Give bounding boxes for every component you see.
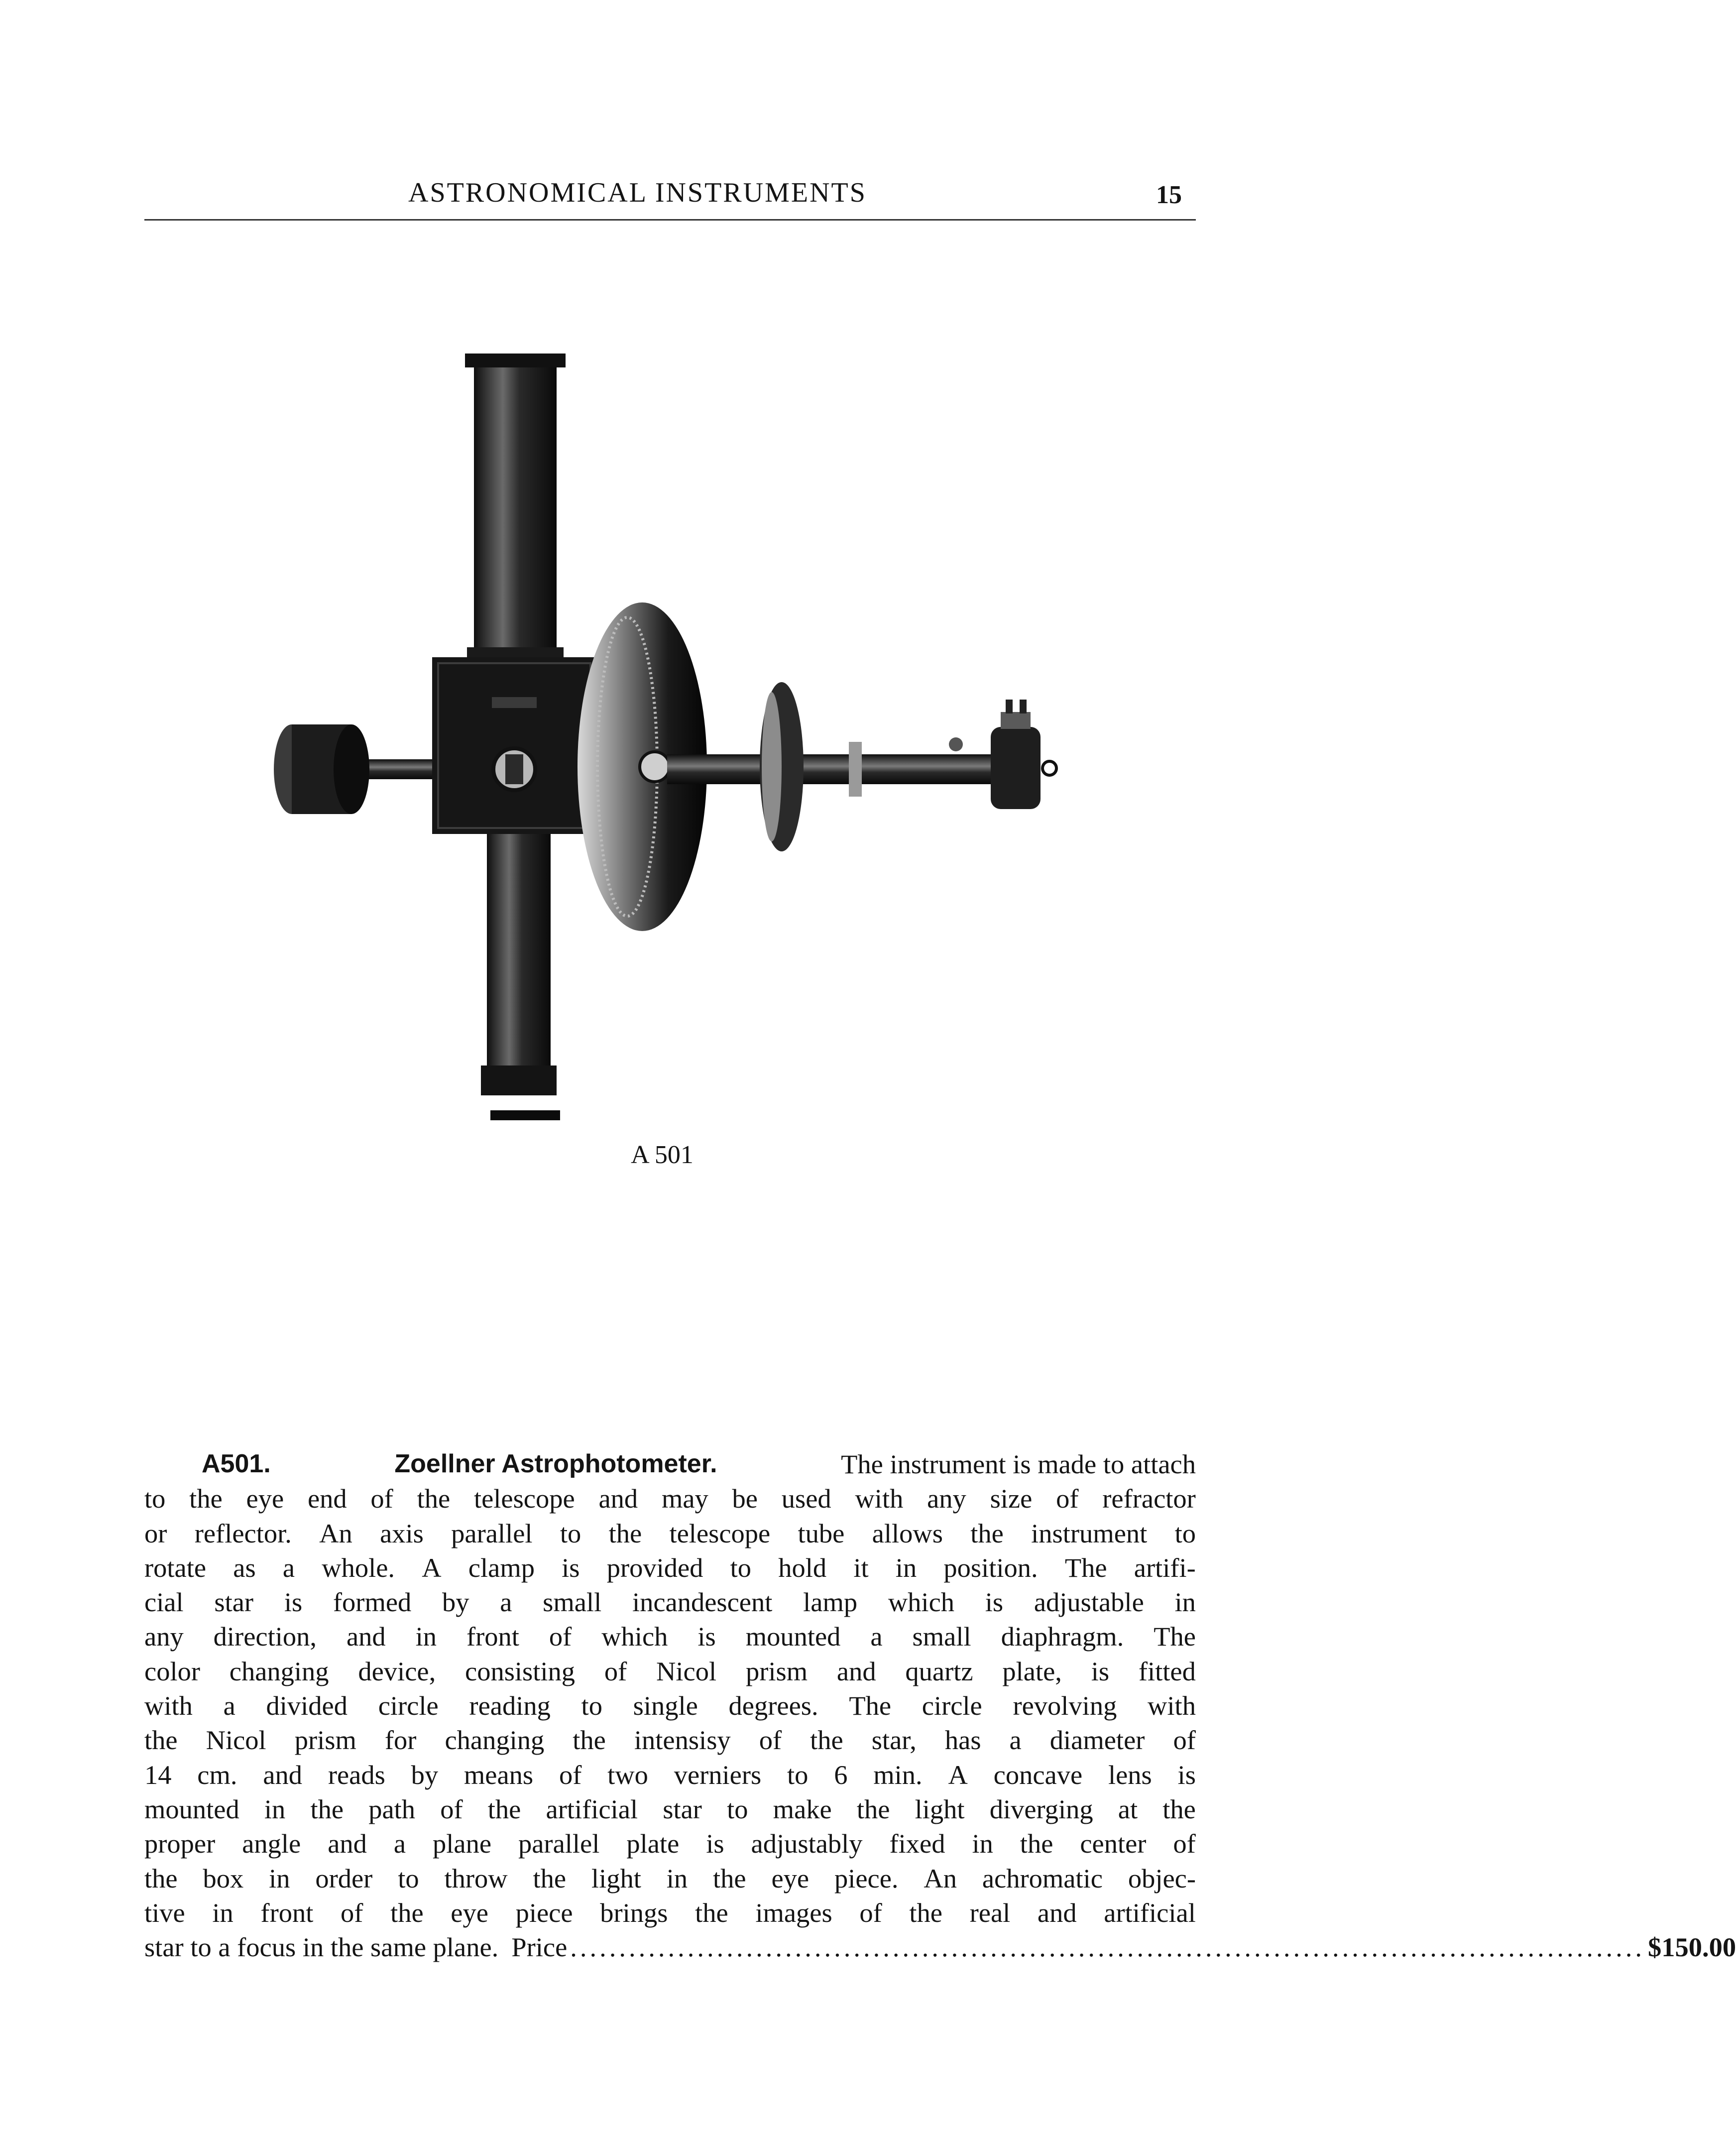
word: divided [266, 1690, 347, 1721]
word: the [417, 1483, 451, 1514]
word: to [727, 1793, 748, 1824]
price-label: Price [511, 1932, 568, 1963]
word: reads [328, 1759, 385, 1790]
word: color [144, 1656, 200, 1686]
header-rule [144, 219, 1196, 221]
word: front [260, 1897, 314, 1928]
word: the [712, 1863, 746, 1893]
word: order [315, 1863, 373, 1893]
word: a [282, 1552, 295, 1583]
word: objec- [1128, 1863, 1196, 1893]
word: the [573, 1725, 606, 1756]
upper-tube [465, 354, 566, 662]
word: plate, [1002, 1656, 1062, 1686]
word: box [203, 1863, 244, 1893]
word: direction, [213, 1621, 317, 1652]
description-line [144, 1792, 1196, 1826]
word: of [1056, 1483, 1079, 1514]
word: used [781, 1483, 831, 1514]
word: is [284, 1587, 303, 1618]
word: the [970, 1518, 1004, 1548]
word: concave [993, 1759, 1083, 1790]
word: changing [229, 1656, 329, 1686]
last-line-text: star to a focus in the same plane. [144, 1932, 499, 1963]
word: refractor [1102, 1483, 1196, 1514]
word: plane [433, 1828, 492, 1859]
word: circle [922, 1690, 982, 1721]
word: 14 [144, 1759, 172, 1790]
word: the [390, 1897, 424, 1928]
word: and [1037, 1897, 1077, 1928]
word: rotate [144, 1552, 207, 1583]
word: to [730, 1552, 752, 1583]
word: the [533, 1863, 567, 1893]
word: instrument [1031, 1518, 1148, 1548]
product-description [144, 1447, 1736, 1964]
word: and [836, 1656, 876, 1686]
word: artifi- [1134, 1552, 1196, 1583]
word: mounted [144, 1793, 239, 1824]
word: which [888, 1587, 955, 1618]
word: the [695, 1897, 728, 1928]
word: to [144, 1483, 166, 1514]
word: a [870, 1621, 883, 1652]
astrophotometer-photograph [219, 334, 1135, 1150]
word: of [559, 1759, 582, 1790]
word: it [853, 1552, 869, 1583]
word: throw [444, 1863, 508, 1893]
description-line [144, 1861, 1196, 1895]
word: any [927, 1483, 966, 1514]
word: position. [943, 1552, 1038, 1583]
word: proper [144, 1828, 216, 1859]
word: device, [358, 1656, 436, 1686]
word: with [855, 1483, 904, 1514]
word: to [1174, 1518, 1196, 1548]
word: a [223, 1690, 235, 1721]
price-amount: $150.00 [1648, 1932, 1736, 1963]
figure-caption: A 501 [631, 1141, 694, 1169]
word: fixed [889, 1828, 945, 1859]
word: reflector. [194, 1518, 292, 1548]
word: tive [144, 1897, 185, 1928]
word: eye [246, 1483, 284, 1514]
word: by [442, 1587, 469, 1618]
word: of [440, 1793, 463, 1824]
word: consisting [465, 1656, 576, 1686]
eyepiece-arm [667, 682, 1056, 851]
product-name: Zoellner Astrophotometer. [394, 1449, 717, 1478]
word: the [144, 1863, 178, 1893]
description-line [144, 1619, 1196, 1654]
word: single [633, 1690, 698, 1721]
word: images [755, 1897, 832, 1928]
word: is [1091, 1656, 1110, 1686]
word: in [895, 1552, 917, 1583]
word: the [310, 1793, 344, 1824]
word: and [598, 1483, 638, 1514]
word: provided [606, 1552, 703, 1583]
word: the [1020, 1828, 1053, 1859]
word: circle [378, 1690, 439, 1721]
word: to [581, 1690, 602, 1721]
running-header-title: ASTRONOMICAL INSTRUMENTS [408, 177, 867, 208]
description-line [144, 1895, 1196, 1930]
description-line [144, 1447, 1196, 1481]
word: is [697, 1621, 716, 1652]
word: to [787, 1759, 809, 1790]
word: star, [871, 1725, 917, 1756]
word: the [1162, 1793, 1196, 1824]
word: verniers [674, 1759, 762, 1790]
word: star [214, 1587, 254, 1618]
word: is [562, 1552, 580, 1583]
word: incandescent [632, 1587, 773, 1618]
word: fitted [1138, 1656, 1196, 1686]
word: in [269, 1863, 290, 1893]
word: of [549, 1621, 572, 1652]
word: a [1009, 1725, 1022, 1756]
word: prism [294, 1725, 356, 1756]
word: means [463, 1759, 534, 1790]
word: in [1174, 1587, 1196, 1618]
word: hold [778, 1552, 827, 1583]
word: make [773, 1793, 832, 1824]
word: front [466, 1621, 519, 1652]
word: quartz [905, 1656, 973, 1686]
word: of [341, 1897, 363, 1928]
word: is [706, 1828, 724, 1859]
catalog-number: A501. [202, 1449, 271, 1478]
word: adjustably [751, 1828, 863, 1859]
description-line [144, 1516, 1196, 1550]
word: piece [515, 1897, 573, 1928]
description-text: The instrument is made to attach [841, 1449, 1196, 1479]
word: small [543, 1587, 602, 1618]
word: adjustable [1034, 1587, 1144, 1618]
page-number: 15 [1156, 181, 1182, 209]
word: mounted [745, 1621, 841, 1652]
word: of [759, 1725, 782, 1756]
word: by [411, 1759, 439, 1790]
word: the [144, 1725, 178, 1756]
word: at [1118, 1793, 1138, 1824]
description-line [144, 1826, 1196, 1861]
word: lens [1108, 1759, 1152, 1790]
price-leader-dots: .............................................................................................................. [570, 1932, 1645, 1963]
word: real [969, 1897, 1011, 1928]
word: two [607, 1759, 648, 1790]
word: diaphragm. [1001, 1621, 1124, 1652]
word: in [415, 1621, 437, 1652]
word: 6 [834, 1759, 848, 1790]
word: end [307, 1483, 347, 1514]
word: and [346, 1621, 386, 1652]
left-counterweight [274, 724, 459, 814]
word: a [393, 1828, 406, 1859]
word: to [560, 1518, 581, 1548]
word: size [990, 1483, 1033, 1514]
word: intensisy [634, 1725, 731, 1756]
word: of [604, 1656, 627, 1686]
word: degrees. [728, 1690, 818, 1721]
word: The [1064, 1552, 1107, 1583]
word: prism [745, 1656, 808, 1686]
word: angle [242, 1828, 301, 1859]
price-line [144, 1930, 1736, 1964]
word: eye [451, 1897, 488, 1928]
word: A [948, 1759, 968, 1790]
word: formed [333, 1587, 412, 1618]
word: with [144, 1690, 193, 1721]
word: of [1173, 1828, 1196, 1859]
word: a [500, 1587, 512, 1618]
word: light [591, 1863, 641, 1893]
word: be [732, 1483, 758, 1514]
word: telescope [669, 1518, 771, 1548]
word: diverging [989, 1793, 1093, 1824]
word: to [398, 1863, 419, 1893]
word: Nicol [656, 1656, 717, 1686]
word: artificial [546, 1793, 638, 1824]
word: brings [600, 1897, 668, 1928]
word: plate [626, 1828, 680, 1859]
word: light [915, 1793, 965, 1824]
word: the [608, 1518, 642, 1548]
word: center [1080, 1828, 1147, 1859]
word: achromatic [982, 1863, 1103, 1893]
word: any [144, 1621, 184, 1652]
word: tube [798, 1518, 845, 1548]
description-line [144, 1585, 1196, 1619]
word: eye [771, 1863, 810, 1893]
word: cial [144, 1587, 184, 1618]
word: A [422, 1552, 442, 1583]
word: and [263, 1759, 303, 1790]
word: for [384, 1725, 417, 1756]
word: piece. [834, 1863, 899, 1893]
word: clamp [468, 1552, 535, 1583]
word: star [663, 1793, 702, 1824]
word: the [487, 1793, 521, 1824]
word: The [1154, 1621, 1196, 1652]
word: cm. [197, 1759, 237, 1790]
word: the [909, 1897, 942, 1928]
word: of [370, 1483, 393, 1514]
description-line [144, 1550, 1196, 1585]
word: lamp [803, 1587, 858, 1618]
word: in [212, 1897, 233, 1928]
word: An [319, 1518, 352, 1548]
word: whole. [322, 1552, 395, 1583]
word: allows [872, 1518, 943, 1548]
word: and [328, 1828, 367, 1859]
word: is [985, 1587, 1004, 1618]
word: which [601, 1621, 668, 1652]
word: small [912, 1621, 971, 1652]
word: path [368, 1793, 416, 1824]
word: telescope [473, 1483, 575, 1514]
word: or [144, 1518, 167, 1548]
word: with [1148, 1690, 1196, 1721]
word: the [189, 1483, 223, 1514]
central-box [432, 657, 596, 834]
description-line [144, 1723, 1196, 1757]
description-line [144, 1758, 1196, 1792]
description-line [144, 1654, 1196, 1688]
word: the [810, 1725, 843, 1756]
lower-tube [481, 831, 560, 1120]
word: has [944, 1725, 981, 1756]
word: may [661, 1483, 708, 1514]
description-line [144, 1481, 1196, 1516]
word: changing [445, 1725, 545, 1756]
word: diameter [1049, 1725, 1145, 1756]
word: reading [469, 1690, 551, 1721]
word: in [666, 1863, 688, 1893]
word: of [859, 1897, 882, 1928]
word: artificial [1104, 1897, 1196, 1928]
word: as [233, 1552, 256, 1583]
description-line [144, 1688, 1196, 1723]
word: parallel [518, 1828, 600, 1859]
word: is [1177, 1759, 1196, 1790]
word: revolving [1013, 1690, 1117, 1721]
word: in [264, 1793, 286, 1824]
word: parallel [451, 1518, 533, 1548]
word: Nicol [206, 1725, 266, 1756]
word: axis [380, 1518, 424, 1548]
word: in [972, 1828, 993, 1859]
word: min. [873, 1759, 923, 1790]
word: The [849, 1690, 892, 1721]
word: of [1173, 1725, 1196, 1756]
word: An [924, 1863, 957, 1893]
word: the [856, 1793, 890, 1824]
